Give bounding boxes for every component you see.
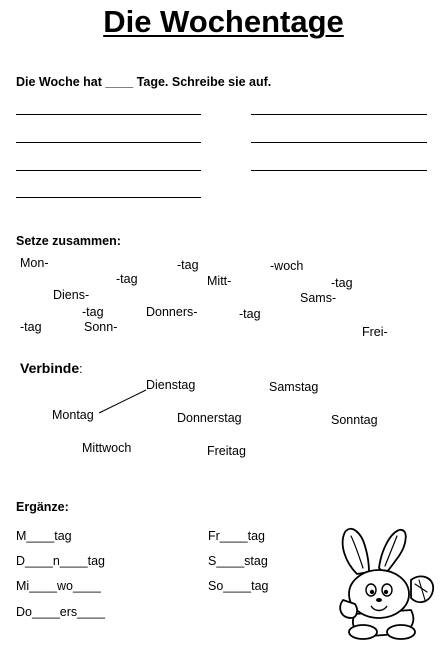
word-sonntag[interactable]: Sonntag xyxy=(331,413,378,427)
fill-item[interactable]: M____tag xyxy=(16,529,72,543)
fill-item[interactable]: Mi____wo____ xyxy=(16,579,101,593)
fragment: Frei- xyxy=(362,325,388,339)
fragment: Mitt- xyxy=(207,274,232,288)
word-montag[interactable]: Montag xyxy=(52,408,94,422)
fragment: -tag xyxy=(239,307,261,321)
word-dienstag[interactable]: Dienstag xyxy=(146,378,196,392)
task2-heading: Setze zusammen: xyxy=(16,234,121,248)
word-samstag[interactable]: Samstag xyxy=(269,380,319,394)
fragment: -tag xyxy=(331,276,353,290)
fill-item[interactable]: Fr____tag xyxy=(208,529,265,543)
fragment: Sonn- xyxy=(84,320,118,334)
word-donnerstag[interactable]: Donnerstag xyxy=(177,411,242,425)
fragment: -woch xyxy=(270,259,304,273)
fill-item[interactable]: Do____ers____ xyxy=(16,605,105,619)
task1-suffix: Tage. Schreibe sie auf. xyxy=(136,75,272,89)
fill-item[interactable]: So____tag xyxy=(208,579,269,593)
task3-colon: : xyxy=(79,362,83,376)
fragment: -tag xyxy=(82,305,104,319)
fragment: -tag xyxy=(116,272,138,286)
fragment: Mon- xyxy=(20,256,49,270)
page-title: Die Wochentage xyxy=(103,4,344,39)
fill-item[interactable]: S____stag xyxy=(208,554,268,568)
fill-item[interactable]: D____n____tag xyxy=(16,554,105,568)
fragment: Sams- xyxy=(300,291,337,305)
fragment: Diens- xyxy=(53,288,90,302)
task3-label: Verbinde xyxy=(20,360,80,376)
task1-blank: ____ xyxy=(105,75,134,89)
fragment: Donners- xyxy=(146,305,198,319)
rabbit-mascot-icon xyxy=(335,522,440,642)
word-freitag[interactable]: Freitag xyxy=(207,444,246,458)
fragment: -tag xyxy=(177,258,199,272)
word-mittwoch[interactable]: Mittwoch xyxy=(82,441,132,455)
fragment: -tag xyxy=(20,320,42,334)
task1-prefix: Die Woche hat xyxy=(16,75,102,89)
task4-heading: Ergänze: xyxy=(16,500,69,514)
